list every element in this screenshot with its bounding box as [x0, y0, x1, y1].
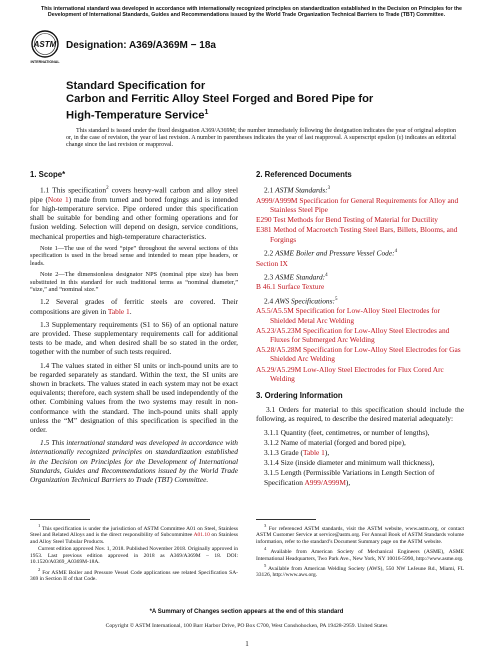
ordering-item-size: 3.1.4 Size (inside diameter and minimum wall thickness),	[264, 458, 435, 468]
ref-b46-1[interactable]: B 46.1 Surface Texture	[256, 282, 325, 292]
footnote-rule-left	[30, 519, 90, 520]
footnotes-left	[30, 523, 238, 584]
page-number: 1	[245, 640, 249, 648]
svg-text:ASTM: ASTM	[33, 40, 57, 49]
ordering-item-grade: 3.1.3 Grade (Table 1),	[264, 447, 330, 457]
scope-1-3: 1.3 Supplementary requirements (S1 to S6) of an optional nature are provided. These supplementary requirements call for additional tests to be made, and when desired shall be so stated in the order, together with the number of such tests required.	[30, 319, 238, 357]
left-column	[30, 170, 238, 488]
scope-1-5: 1.5 This international standard was developed in accordance with internationally recognized principles on standardization established in the Decision on Principles for the Development of International Standards, Guides and Recommendations issued by the World Trade Organization Technical Barriers to Trade (TBT) Committee.	[30, 438, 238, 484]
ordering-heading: 3. Ordering Information	[256, 390, 343, 400]
ordering-item-quantity: 3.1.1 Quantity (feet, centimetres, or number of lengths),	[264, 427, 430, 437]
astm-logo	[30, 30, 60, 66]
note-1: Note 1—The use of the word “pipe” throughout the several sections of this specification is used in the broad sense and intended to mean pipe headers, or leads.	[30, 244, 238, 267]
footnote-rule-right	[256, 519, 316, 520]
scope-1-2: 1.2 Several grades of ferritic steels are covered. Their compositions are given in Table 1.	[30, 297, 238, 316]
scope-1-1: 1.1 This specification$^2$ covers heavy-wall carbon and alloy steel pipe (Note 1) made from turned and bored forgings and is intended for high-temperature service. Pipe ordered under this specification shall be suitable for bending and other forming operations and for fusion welding. Selection will depend on design, service conditions, mechanical properties and high-temperature characteristics.	[30, 185, 238, 241]
note-1-link[interactable]: Note 1	[47, 194, 69, 204]
ordering-list	[256, 428, 464, 487]
ordering-intro: 3.1 Orders for material to this specification should include the following, as required, to describe the desired material adequately:	[256, 405, 464, 424]
title-line1: Standard Specification for	[66, 80, 206, 92]
asme-code-label: 2.2 ASME Boiler and Pressure Vessel Code:$^4$	[264, 248, 398, 258]
ref-e290-link[interactable]: E290	[256, 215, 272, 225]
footnote-1: $^1$ This specification is under the jurisdiction of ASTM Committee A01 on Steel, Stainless Steel and Related Alloys and is the direct responsibility of Subcommittee A01.10 on Stainless and Alloy Steel Tubular Products.	[30, 523, 238, 545]
ordering-a999-link[interactable]: A999/A999M	[304, 477, 346, 487]
aws-specs-label: 2.4 AWS Specifications:$^5$	[264, 296, 338, 306]
astm-standards-label: 2.1 ASTM Standards:$^3$	[264, 185, 331, 195]
right-column	[256, 170, 464, 488]
page-title	[66, 80, 466, 123]
subcommittee-link[interactable]: A01.10	[193, 532, 210, 539]
ref-a999: A999/A999M Specification for General Requirements for Alloy and Stainless Steel Pipe	[256, 195, 459, 215]
scope-heading: 1. Scope*	[30, 170, 66, 179]
footnote-2: $^2$ For ASME Boiler and Pressure Vessel Code applications see related Specification SA-369 in Section II of that Code.	[30, 566, 239, 583]
title-footnote-mark: 1	[204, 109, 209, 116]
footnote-1-edition: Current edition approved Nov. 1, 2018. Published November 2018. Originally approved in 1953. Last previous edition approved in 2018 as A369/A369M – 18. DOI: 10.1520/A0369_A0369M-18A.	[30, 546, 238, 566]
ref-e381: E381 Method of Macroetch Testing Steel Bars, Billets, Blooms, and Forgings	[256, 225, 458, 244]
ref-aws-a5-23[interactable]: A5.23/A5.23M Specification for Low-Alloy Steel Electrodes and Fluxes for Submerged Arc Welding	[256, 325, 450, 344]
ordering-table-1-link[interactable]: Table 1	[303, 447, 325, 457]
note-2: Note 2—The dimensionless designator NPS (nominal pipe size) has been substituted in this standard for such traditional terms as “nominal diameter,” “size,” and “nominal size.”	[30, 271, 238, 293]
scope-1-4: 1.4 The values stated in either SI units or inch-pound units are to be regarded separately as standard. Within the text, the SI units are shown in brackets. The values stated in each system may not be exact equivalents; therefore, each system shall be used independently of the other. Combining values from the two systems may result in non-conformance with the standard. The inch-pound units shall apply unless the “M” designation of this specification is specified in the order.	[30, 360, 238, 434]
footnote-4: $^4$ Available from American Society of Mechanical Engineers (ASME), ASME International Headquarters, Two Park Ave., New York, NY 10016-5990, http://www.asme.org.	[256, 546, 464, 562]
ref-aws-a5-29[interactable]: A5.29/A5.29M Low-Alloy Steel Electrodes for Flux Cored Arc Welding	[256, 364, 444, 383]
asme-standard-label: 2.3 ASME Standard:$^4$	[264, 272, 328, 282]
referenced-documents-heading: 2. Referenced Documents	[256, 170, 352, 179]
footnote-5: $^5$ Available from American Welding Society (AWS), 550 NW LeJeune Rd., Miami, FL 33126, http://www.aws.org.	[256, 563, 464, 579]
ref-e290: E290 Test Methods for Bend Testing of Material for Ductility	[256, 215, 438, 225]
svg-text:INTERNATIONAL: INTERNATIONAL	[30, 60, 60, 64]
title-line2: Carbon and Ferritic Alloy Steel Forged and Bored Pipe for	[66, 93, 374, 105]
table-1-link[interactable]: Table 1	[107, 306, 130, 316]
wto-notice: This international standard was developed in accordance with internationally recognized principles on standardization established in the Decision on Principles for the Development of International Standards, Guides and Recommendations issued by the World Trade Organization Technical Barriers to Trade (TBT) Committee.	[41, 6, 462, 19]
ref-e381-link[interactable]: E381	[256, 225, 272, 235]
ref-a999-link[interactable]: A999/A999M	[256, 195, 298, 205]
ref-section-ix[interactable]: Section IX	[256, 258, 288, 268]
ordering-item-name: 3.1.2 Name of material (forged and bored pipe),	[264, 437, 406, 447]
ref-aws-a5-28[interactable]: A5.28/A5.28M Specification for Low-Alloy Steel Electrodes for Gas Shielded Arc Welding	[256, 345, 461, 364]
ref-aws-a5-5[interactable]: A5.5/A5.5M Specification for Low-Alloy Steel Electrodes for Shielded Metal Arc Welding	[256, 306, 440, 325]
issued-statement: This standard is issued under the fixed designation A369/A369M; the number immediately following the designation indicates the year of original adoption or, in the case of revision, the year of last revision. A number in parentheses indicates the year of last reapproval. A superscript epsilon (ε) indicates an editorial change since the last revision or reapproval.	[66, 128, 456, 149]
title-line3: High-Temperature Service	[66, 109, 205, 122]
ordering-item-length: 3.1.5 Length (Permissible Variations in Length Section of Specification A999/A999M),	[264, 468, 435, 487]
footnotes-right	[256, 523, 464, 580]
footnote-3: $^3$ For referenced ASTM standards, visit the ASTM website, www.astm.org, or contact ASTM Customer Service at service@astm.org. For Annual Book of ASTM Standards volume information, refer to the standard’s Document Summary page on the ASTM website.	[256, 523, 465, 545]
copyright-line: Copyright © ASTM International, 100 Barr Harbor Drive, PO Box C700, West Conshohocken, PA 19428-2959. United States	[105, 623, 388, 629]
summary-of-changes-note: *A Summary of Changes section appears at the end of this standard	[149, 609, 344, 615]
designation: Designation: A369/A369M − 18a	[66, 40, 216, 51]
